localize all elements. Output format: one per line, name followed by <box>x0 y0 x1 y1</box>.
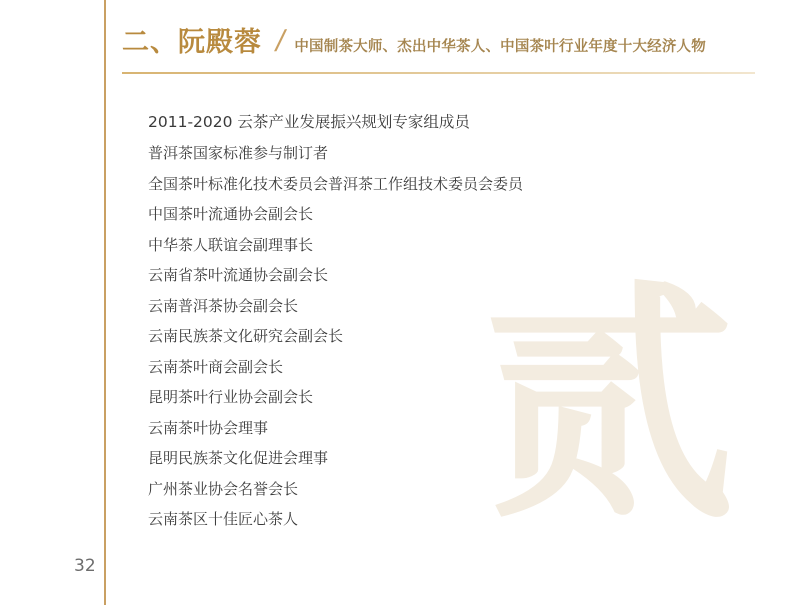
list-item: 中华茶人联谊会副理事长 <box>148 235 314 254</box>
list-item: 云南茶叶商会副会长 <box>148 357 284 376</box>
left-accent-bar <box>104 0 106 605</box>
page-number: 32 <box>74 556 96 576</box>
header-separator-icon: / <box>272 25 288 58</box>
list-item: 2011-2020 云茶产业发展振兴规划专家组成员 <box>148 113 470 131</box>
slide-header <box>122 20 755 72</box>
list-item: 云南茶区十佳匠心茶人 <box>148 510 299 528</box>
list-item: 云南民族茶文化研究会副会长 <box>148 327 344 345</box>
list-item: 云南茶叶协会理事 <box>148 418 269 437</box>
list-item: 云南省茶叶流通协会副会长 <box>148 266 329 284</box>
watermark-character: 贰 <box>485 258 735 552</box>
list-item: 昆明茶叶行业协会副会长 <box>148 388 314 406</box>
list-item: 云南普洱茶协会副会长 <box>148 296 299 315</box>
list-item: 中国茶叶流通协会副会长 <box>148 205 314 223</box>
header-subtitle: 中国制茶大师、杰出中华茶人、中国茶叶行业年度十大经济人物 <box>294 39 706 55</box>
list-item: 昆明民族茶文化促进会理事 <box>148 449 329 467</box>
list-item: 全国茶叶标准化技术委员会普洱茶工作组技术委员会委员 <box>148 174 524 193</box>
credentials-list <box>148 115 523 543</box>
header-divider <box>122 72 755 74</box>
header-row <box>122 20 755 66</box>
page-title: 二、阮殿蓉 <box>122 27 262 58</box>
list-item: 广州茶业协会名誉会长 <box>148 479 299 498</box>
list-item: 普洱茶国家标准参与制订者 <box>148 144 329 162</box>
